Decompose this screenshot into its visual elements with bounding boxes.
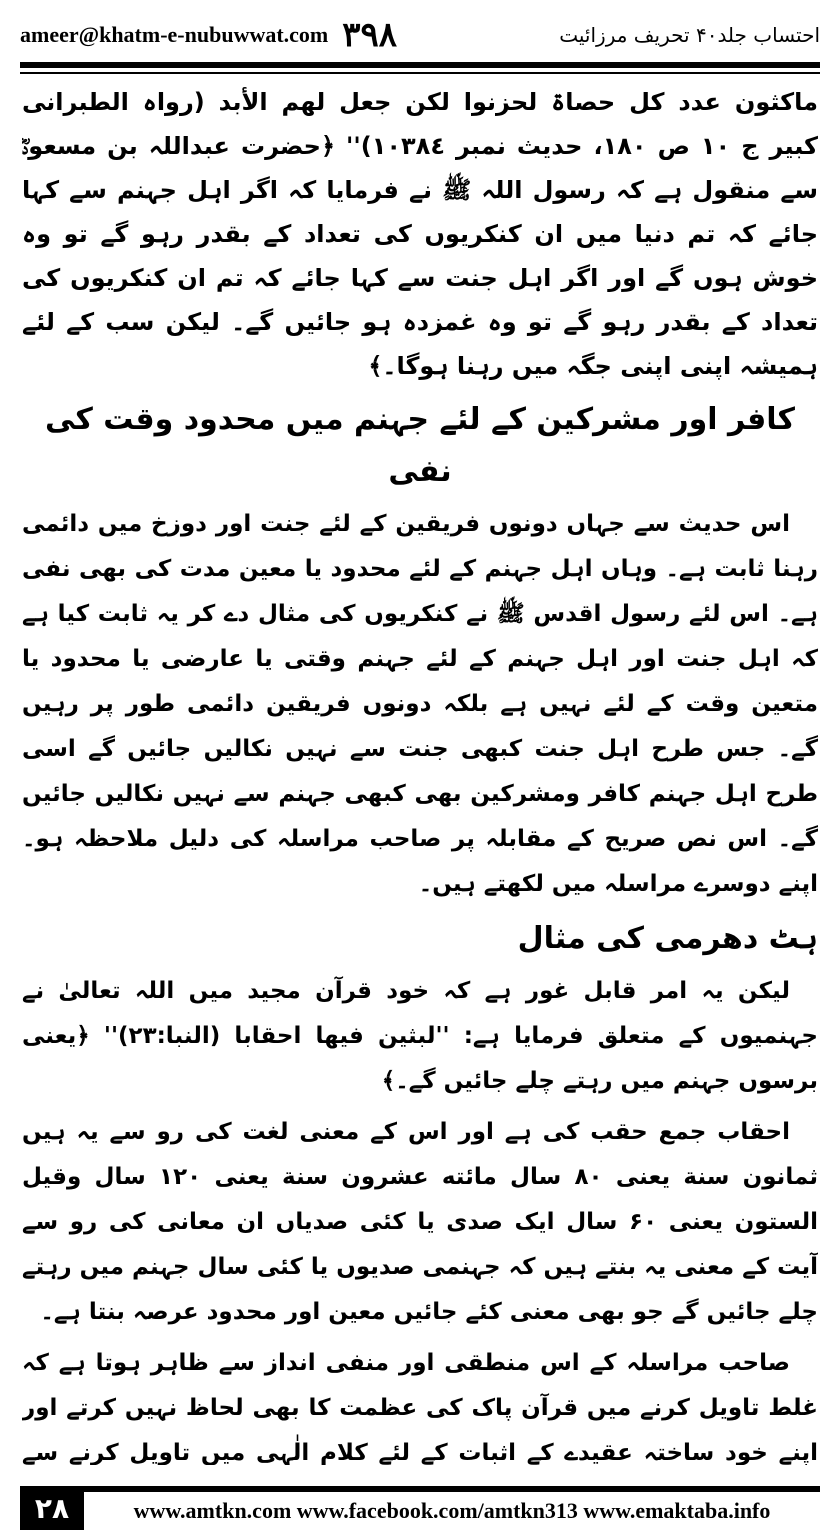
body-paragraph-3: لیکن یہ امر قابل غور ہے کہ خود قرآن مجید میں اللہ تعالیٰ نے جہنمیوں کے متعلق فرمایا ہے: ''لبثین فیها احقابا (النبا:۲۳)'' ﴿یعنی برسوں جہنم میں رہتے چلے جائیں گے۔﴾: [22, 978, 818, 1094]
header-page-number: ۳۹۸: [342, 15, 398, 55]
section-heading-2: ہٹ دھرمی کی مثال: [517, 921, 818, 956]
page-header: [20, 10, 820, 60]
body-paragraph-4: احقاب جمع حقب کی ہے اور اس کے معنی لغت کی رو سے یہ ہیں ثمانون سنة یعنی ۸۰ سال مائته عشرون سنة یعنی ۱۲۰ سال وقیل الستون یعنی ۶۰ سال ایک صدی یا کئی صدیاں ان معانی کی رو سے آیت کے معنی یہ بنتے ہیں کہ جہنمی صدیوں یا کئی سال جہنم میں رہتے چلے جائیں گے جو بھی معنی کئے جائیں معین اور محدود عرصہ بنتا ہے۔: [22, 1119, 818, 1325]
page-body: [22, 80, 818, 1465]
running-title: احتساب جلد۴۰ تحریف مرزائیت: [559, 23, 820, 47]
header-rule-thin: [20, 72, 820, 74]
header-left: [20, 15, 397, 55]
body-paragraph-5: صاحب مراسلہ کے اس منطقی اور منفی انداز سے ظاہر ہوتا ہے کہ غلط تاویل کرنے میں قرآن پاک کی عظمت کا بھی لحاظ نہیں کرتے اور اپنے خود ساختہ عقیدے کے اثبات کے لئے کلام الٰہی میں تاویل کرنے سے: [22, 1350, 818, 1465]
page-footer: [20, 1486, 820, 1530]
section-heading-1: کافر اور مشرکین کے لئے جہنم میں محدود وقت کی نفی: [45, 402, 795, 489]
footer-links[interactable]: www.amtkn.com www.facebook.com/amtkn313 www.emaktaba.info: [133, 1498, 771, 1523]
body-paragraph-2: اس حدیث سے جہاں دونوں فریقین کے لئے جنت اور دوزخ میں دائمی رہنا ثابت ہے۔ وہاں اہل جہنم کے لئے محدود یا معین مدت کی بھی نفی ہے۔ اس لئے رسول اقدس ﷺ نے کنکریوں کی مثال دے کر یہ ثابت کیا ہے کہ اہل جنت اور اہل جہنم کے لئے جہنم وقتی یا عارضی یا محدود یا متعین وقت کے لئے نہیں ہے بلکہ دونوں فریقین دائمی طور پر رہیں گے۔ جس طرح اہل جنت کبھی جنت سے نہیں نکالیں جائیں گے اسی طرح اہل جہنم کافر ومشرکین بھی کبھی جہنم سے نہیں نکالیں جائیں گے۔ اس نص صریح کے مقابلہ پر صاحب مراسلہ کی دلیل ملاحظہ ہو۔ اپنے دوسرے مراسلہ میں لکھتے ہیں۔: [22, 511, 818, 897]
header-email: ameer@khatm-e-nubuwwat.com: [20, 22, 329, 47]
header-rule-thick: [20, 62, 820, 68]
hadith-paragraph: ماکثون عدد کل حصاۃ لحزنوا لکن جعل لهم الأبد (رواہ الطبرانی کبیر ج ۱۰ ص ۱۸۰، حدیث نمبر ۱۰۳۸٤)'' ﴿حضرت عبداللہ بن مسعودؓ سے منقول ہے کہ رسول اللہ ﷺ نے فرمایا کہ اگر اہل جہنم سے کہا جائے کہ تم دنیا میں ان کنکریوں کی تعداد کے بقدر رہو گے تو وہ خوش ہوں گے اور اگر اہل جنت سے کہا جائے کہ تم ان کنکریوں کی تعداد کے بقدر رہو گے تو وہ غمزدہ ہو جائیں گے۔ لیکن سب کے لئے ہمیشہ اپنی اپنی جگہ میں رہنا ہوگا۔﴾: [22, 88, 818, 380]
footer-right: [84, 1486, 820, 1530]
footer-page-number: ۲۸: [20, 1486, 84, 1530]
